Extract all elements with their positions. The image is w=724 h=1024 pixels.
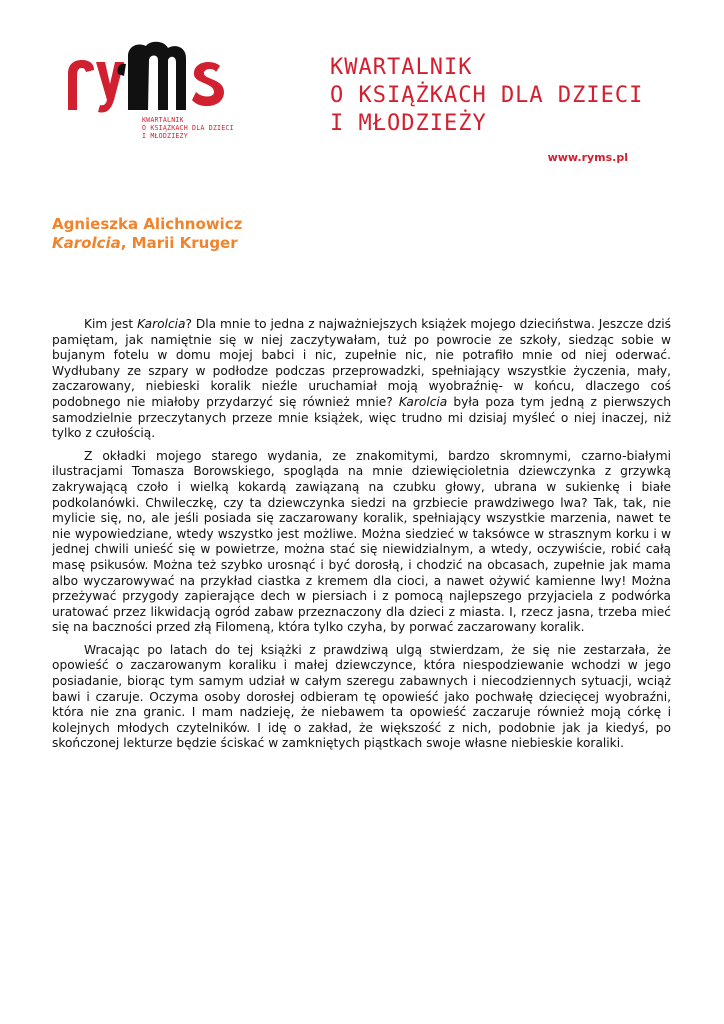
paragraph-text: ? Dla mnie to jedna z najważniejszych książek mojego dzieciństwa. Jeszcze dziś pamiętam, jak namiętnie się w niej zaczytywałam, tuż po powrocie ze szkoły, siedząc sobie w bujanym fotelu w domu mojej babci i nic, zupełnie nic, nie potrafiło mnie od niej oderwać. Wydłubany ze szpary w podłodze podczas przeprowadzki, spełniający wszystkie życzenia, mały, zaczarowany, niebieski koralik nieźle uruchamiał moją wyobraźnię- w końcu, dlaczego coś podobnego nie miałoby przydarzyć się również mnie? [52,317,671,409]
work-title-italic: Karolcia [52,234,121,252]
paragraph-text: była poza tym jedną z pierwszych samodzielnie przeczytanych przeze mnie książek, więc trudno mi dzisiaj myśleć o niej inaczej, niż tylko z czułością. [52,394,671,441]
masthead-line: O KSIĄŻKACH DLA DZIECI [330,83,644,108]
page-header [60,36,660,146]
article-paragraph [52,449,671,636]
logo-subtitle-line: I MŁODZIEŻY [142,132,188,140]
article-heading [52,215,652,253]
logo-subtitle [142,116,252,140]
website-link[interactable]: www.ryms.pl [547,151,628,164]
paragraph-text: Z okładki mojego starego wydania, ze znakomitymi, bardzo skromnymi, czarno-białymi ilustracjami Tomasza Borowskiego, spogląda na mnie dziewięcioletnia dziewczynka z grzywką zakrywającą czoło i wielką kokardą zawiązaną na czubku głowy, ubrana w sukienkę i białe podkolanówki. Chwileczkę, czy ta dziewczynka siedzi na grzbiecie prawdziwego lwa? Tak, tak, nie mylicie się, no, ale jeśli posiada się zaczarowany koralik, spełniający wszystkie marzenia, nawet te nie wypowiedziane, wtedy wszystko jest możliwe. Można siedzieć w taksówce w strasznym korku i w jednej chwili unieść się w powietrze, można stać się niewidzialnym, a wtedy, oczywiście, robić całą masę psikusów. Można też szybko urosnąć i być dorosłą, i chodzić na obcasach, zupełnie jak mama albo wyczarowywać na przykład ciastka z kremem dla cioci, a nawet ożywić kamienne lwy! Można przeżywać przygody zapierające dech w piersiach i z pomocą najlepszego przyjaciela z podwórka uratować przez likwidacją ogród zabaw przeznaczony dla dzieci z miasta. I, rzecz jasna, trzeba mieć się na baczności przed złą Filomeną, która tylko czyha, by porwać zaczarowany koralik. [52,448,671,635]
paragraph-text: Wracając po latach do tej książki z prawdziwą ulgą stwierdzam, że się nie zestarzała, że opowieść o zaczarowanym koraliku i małej dziewczynce, która niespodziewanie wchodzi w jego posiadanie, biorąc tym samym udział w całym szeregu zabawnych i niecodziennych sytuacji, wciąż bawi i czaruje. Oczyma osoby dorosłej odbieram tę opowieść jako pochwałę dziecięcej wyobraźni, która nie zna granic. I mam nadzieję, że niebawem ta opowieść zaczaruje również moją córkę i kolejnych młodych czytelników. I idę o zakład, że większość z nich, podobnie jak ja kiedyś, po skończonej lekturze będzie ściskać w zamkniętych piąstkach swoje własne niebieskie koraliki. [52,642,671,751]
article-paragraph [52,643,671,752]
logo-subtitle-line: KWARTALNIK [142,116,184,124]
ryms-wordmark-logo [60,36,260,116]
paragraph-text: Kim jest [84,317,138,331]
article-author: Agnieszka Alichnowicz [52,215,243,233]
masthead-title [330,54,670,138]
work-author: , Marii Kruger [120,234,238,252]
article-work-title [52,234,652,253]
article-paragraph [52,317,671,442]
ryms-logo [60,36,260,146]
article-body [52,317,671,759]
logo-subtitle-line: O KSIĄŻKACH DLA DZIECI [142,124,234,132]
book-title-italic: Karolcia [398,394,448,409]
book-title-italic: Karolcia [137,317,186,331]
masthead-line: KWARTALNIK [330,55,473,80]
masthead-line: I MŁODZIEŻY [330,111,487,136]
